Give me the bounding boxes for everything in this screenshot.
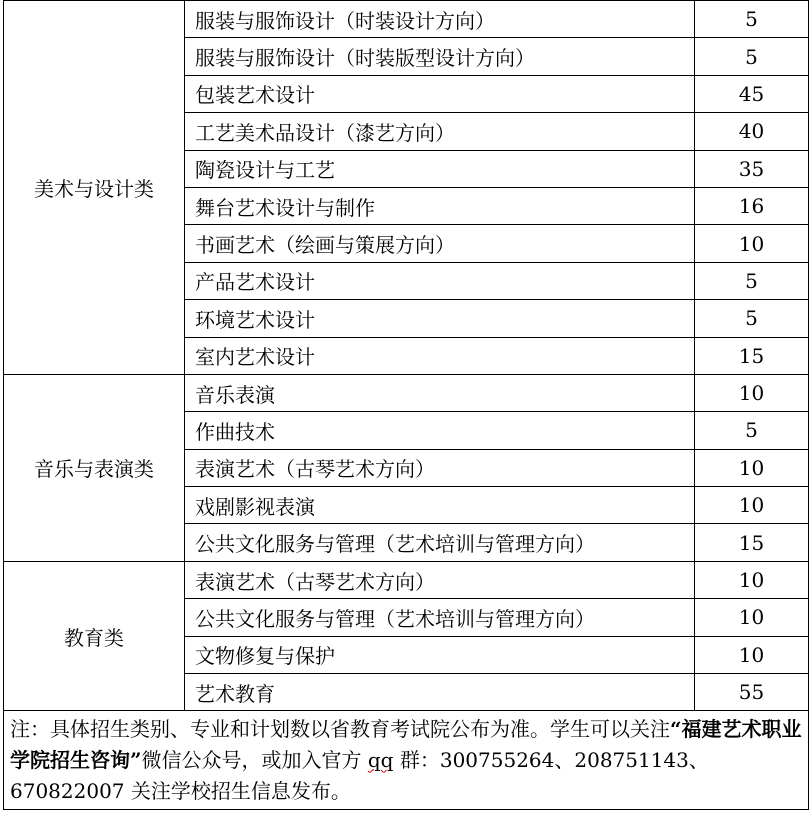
major-cell: 工艺美术品设计（漆艺方向）	[185, 113, 695, 150]
plan-count-cell: 10	[695, 487, 809, 524]
plan-count-cell: 15	[695, 337, 809, 374]
plan-count-cell: 10	[695, 599, 809, 636]
major-cell: 服装与服饰设计（时装版型设计方向）	[185, 38, 695, 75]
table-body	[4, 1, 809, 810]
category-cell: 教育类	[4, 561, 185, 711]
plan-count-cell: 15	[695, 524, 809, 561]
major-cell: 服装与服饰设计（时装设计方向）	[185, 1, 695, 38]
table-row	[4, 374, 809, 411]
plan-count-cell: 10	[695, 449, 809, 486]
plan-count-cell: 10	[695, 636, 809, 673]
major-cell: 文物修复与保护	[185, 636, 695, 673]
note-text-3: 群：300755264、208751143、670822007 关注学校招生信息发布。	[10, 748, 709, 804]
major-cell: 产品艺术设计	[185, 262, 695, 299]
note-wechat-account: “福建艺术职业学院招生咨询”	[10, 717, 802, 773]
major-cell: 公共文化服务与管理（艺术培训与管理方向）	[185, 524, 695, 561]
note-text-1: 注：具体招生类别、专业和计划数以省教育考试院公布为准。学生可以关注	[10, 717, 670, 742]
note-qq: qq	[367, 748, 394, 773]
plan-count-cell: 35	[695, 150, 809, 187]
plan-count-cell: 5	[695, 38, 809, 75]
category-cell: 美术与设计类	[4, 1, 185, 375]
table-row	[4, 1, 809, 38]
major-cell: 戏剧影视表演	[185, 487, 695, 524]
major-cell: 公共文化服务与管理（艺术培训与管理方向）	[185, 599, 695, 636]
plan-count-cell: 10	[695, 374, 809, 411]
major-cell: 室内艺术设计	[185, 337, 695, 374]
major-cell: 音乐表演	[185, 374, 695, 411]
major-cell: 表演艺术（古琴艺术方向）	[185, 449, 695, 486]
plan-count-cell: 5	[695, 300, 809, 337]
major-cell: 舞台艺术设计与制作	[185, 187, 695, 224]
major-cell: 书画艺术（绘画与策展方向）	[185, 225, 695, 262]
plan-count-cell: 5	[695, 1, 809, 38]
major-cell: 作曲技术	[185, 412, 695, 449]
plan-count-cell: 16	[695, 187, 809, 224]
plan-count-cell: 55	[695, 674, 809, 711]
table-row	[4, 561, 809, 598]
note-text-2: 微信公众号，或加入官方	[141, 748, 362, 773]
major-cell: 环境艺术设计	[185, 300, 695, 337]
plan-count-cell: 45	[695, 75, 809, 112]
major-cell: 包装艺术设计	[185, 75, 695, 112]
note-cell	[4, 711, 809, 810]
major-cell: 陶瓷设计与工艺	[185, 150, 695, 187]
plan-count-cell: 10	[695, 561, 809, 598]
plan-count-cell: 40	[695, 113, 809, 150]
note-row	[4, 711, 809, 810]
major-cell: 表演艺术（古琴艺术方向）	[185, 561, 695, 598]
plan-count-cell: 10	[695, 225, 809, 262]
enrollment-plan-table	[3, 0, 809, 810]
category-cell: 音乐与表演类	[4, 374, 185, 561]
major-cell: 艺术教育	[185, 674, 695, 711]
plan-count-cell: 5	[695, 262, 809, 299]
plan-count-cell: 5	[695, 412, 809, 449]
